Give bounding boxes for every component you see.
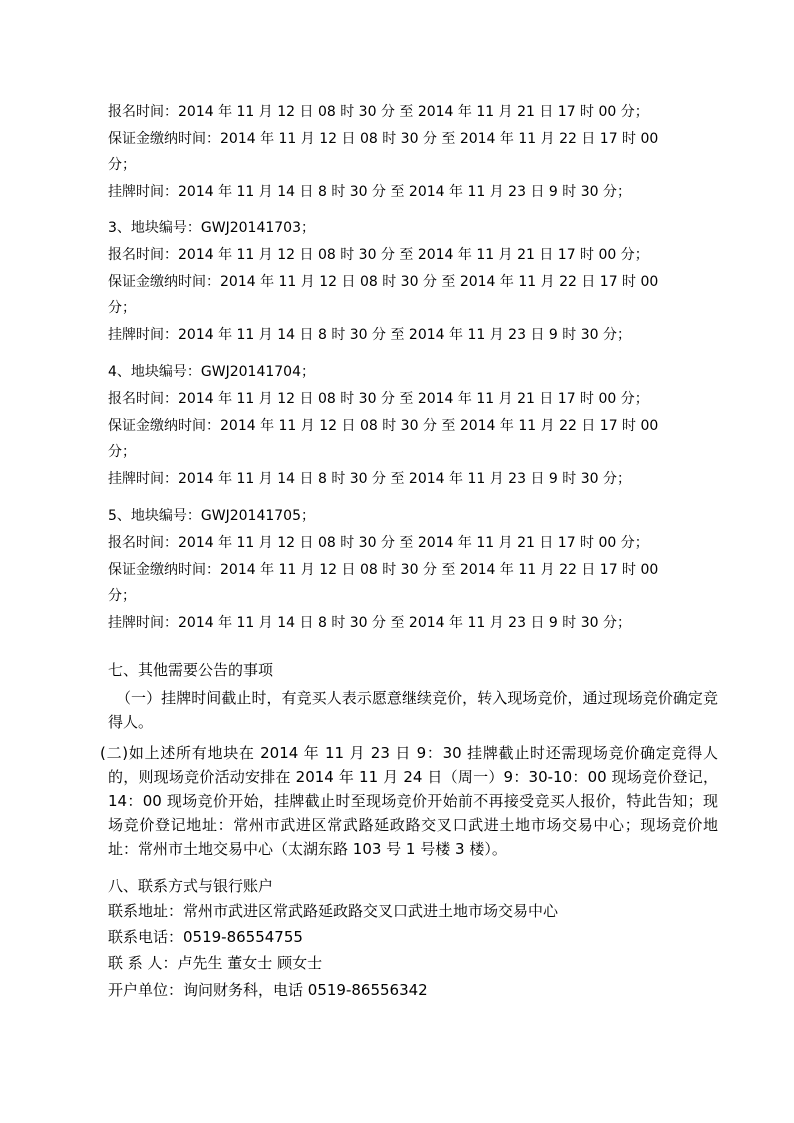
account-unit: 开户单位：询问财务科，电话 0519-86556342	[108, 981, 428, 999]
listing-time: 挂牌时间：2014 年 11 月 14 日 8 时 30 分 至 2014 年 11 月 23 日 9 时 30 分；	[108, 327, 631, 343]
deposit-time: 保证金缴纳时间：2014 年 11 月 12 日 08 时 30 分 至 2014 年 11 月 22 日 17 时 00	[108, 131, 659, 147]
registration-time: 报名时间：2014 年 11 月 12 日 08 时 30 分 至 2014 年 11 月 21 日 17 时 00 分；	[108, 535, 649, 551]
registration-time: 报名时间：2014 年 11 月 12 日 08 时 30 分 至 2014 年 11 月 21 日 17 时 00 分；	[108, 247, 649, 263]
contact-phone: 联系电话：0519-86554755	[108, 928, 303, 946]
contact-persons: 联 系 人：卢先生 董女士 顾女士	[108, 954, 323, 972]
deposit-time-continued: 分；	[108, 300, 136, 316]
deposit-time: 保证金缴纳时间：2014 年 11 月 12 日 08 时 30 分 至 2014 年 11 月 22 日 17 时 00	[108, 418, 659, 434]
section7-item-2: (二)如上述所有地块在 2014 年 11 月 23 日 9：30 挂牌截止时还需现场竞价确定竞得人的，则现场竞价活动安排在 2014 年 11 月 24 日（周一）9：30-10：00 现场竞价登记，14：00 现场竞价开始，挂牌截止时至现场竞价开始前不再接受竞买人报价，特此告知；现场竞价登记地址：常州市武进区常武路延政路交叉口武进土地市场交易中心；现场竞价地址：常州市土地交易中心（太湖东路 103 号 1 号楼 3 楼）。	[100, 744, 718, 858]
section7-item-1: （一）挂牌时间截止时，有竞买人表示愿意继续竞价，转入现场竞价，通过现场竞价确定竞得人。	[108, 689, 718, 731]
section-heading-8: 八、联系方式与银行账户	[108, 877, 274, 895]
plot-title: 3、地块编号：GWJ20141703；	[108, 220, 315, 236]
registration-time: 报名时间：2014 年 11 月 12 日 08 时 30 分 至 2014 年 11 月 21 日 17 时 00 分；	[108, 391, 649, 407]
deposit-time-continued: 分；	[108, 157, 136, 173]
listing-time: 挂牌时间：2014 年 11 月 14 日 8 时 30 分 至 2014 年 11 月 23 日 9 时 30 分；	[108, 471, 631, 487]
deposit-time: 保证金缴纳时间：2014 年 11 月 12 日 08 时 30 分 至 2014 年 11 月 22 日 17 时 00	[108, 562, 659, 578]
plot-title: 4、地块编号：GWJ20141704；	[108, 364, 315, 380]
deposit-time-continued: 分；	[108, 444, 136, 460]
deposit-time: 保证金缴纳时间：2014 年 11 月 12 日 08 时 30 分 至 2014 年 11 月 22 日 17 时 00	[108, 274, 659, 290]
contact-address: 联系地址：常州市武进区常武路延政路交叉口武进土地市场交易中心	[108, 902, 559, 920]
listing-time: 挂牌时间：2014 年 11 月 14 日 8 时 30 分 至 2014 年 11 月 23 日 9 时 30 分；	[108, 184, 631, 200]
deposit-time-continued: 分；	[108, 588, 136, 604]
registration-time: 报名时间：2014 年 11 月 12 日 08 时 30 分 至 2014 年 11 月 21 日 17 时 00 分；	[108, 104, 649, 120]
section-heading-7: 七、其他需要公告的事项	[108, 661, 274, 679]
plot-title: 5、地块编号：GWJ20141705；	[108, 508, 315, 524]
listing-time: 挂牌时间：2014 年 11 月 14 日 8 时 30 分 至 2014 年 11 月 23 日 9 时 30 分；	[108, 615, 631, 631]
